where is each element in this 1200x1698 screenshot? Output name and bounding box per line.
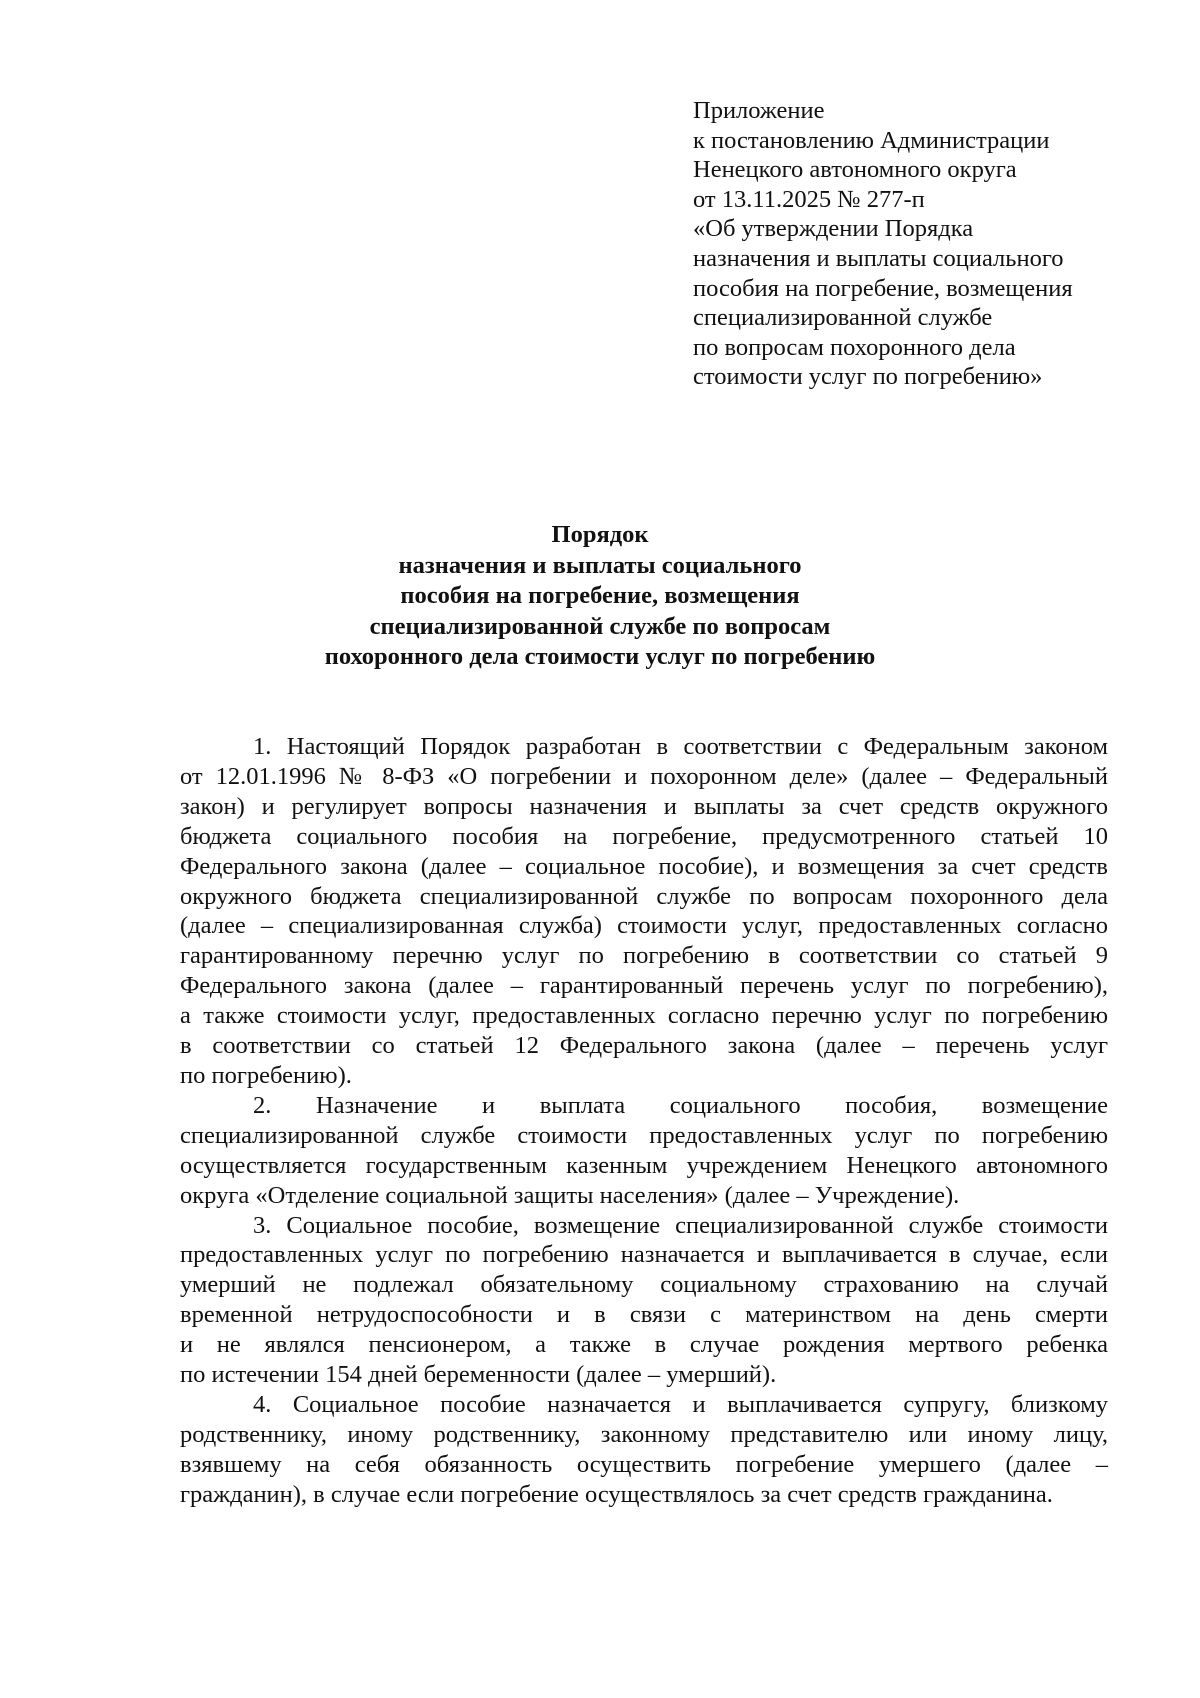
appendix-line: по вопросам похоронного дела	[693, 333, 1016, 361]
paragraph-line: от 12.01.1996 № 8-ФЗ «О погребении и похоронном деле» (далее – Федеральный	[180, 762, 1108, 790]
paragraph-line: осуществляется государственным казенным учреждением Ненецкого автономного	[180, 1151, 1108, 1179]
paragraph-line: родственнику, иному родственнику, законному представителю или иному лицу,	[180, 1420, 1108, 1448]
paragraph-line: а также стоимости услуг, предоставленных согласно перечню услуг по погребению	[180, 1002, 1108, 1030]
paragraph-line: 4. Социальное пособие назначается и выплачивается супругу, близкому	[253, 1390, 1108, 1418]
paragraph-line: по истечении 154 дней беременности (далее – умерший).	[180, 1361, 777, 1389]
paragraph-line: гражданин), в случае если погребение осуществлялось за счет средств гражданина.	[180, 1480, 1053, 1508]
paragraph-line: и не являлся пенсионером, а также в случае рождения мертвого ребенка	[180, 1331, 1108, 1359]
paragraph-1	[180, 732, 1108, 1091]
paragraph-line: специализированной службе стоимости предоставленных услуг по погребению	[180, 1121, 1108, 1149]
paragraph-line: умерший не подлежал обязательному социальному страхованию на случай	[180, 1271, 1108, 1299]
appendix-line: «Об утверждении Порядка	[693, 215, 974, 243]
appendix-line: к постановлению Администрации	[693, 126, 1050, 154]
paragraph-line: 2. Назначение и выплата социального пособия, возмещение	[253, 1091, 1108, 1119]
paragraph-3	[180, 1211, 1108, 1390]
document-title	[180, 520, 1020, 673]
appendix-line: от 13.11.2025 № 277-п	[693, 185, 925, 213]
appendix-line: Приложение	[693, 97, 825, 124]
paragraph-line: гарантированному перечню услуг по погребению в соответствии со статьей 9	[180, 942, 1108, 970]
paragraph-line: 3. Социальное пособие, возмещение специализированной службе стоимости	[253, 1211, 1108, 1239]
paragraph-4	[180, 1390, 1108, 1510]
paragraph-line: окружного бюджета специализированной службе по вопросам похоронного дела	[180, 882, 1108, 910]
paragraph-line: взявшему на себя обязанность осуществить погребение умершего (далее –	[180, 1450, 1108, 1478]
paragraph-line: округа «Отделение социальной защиты населения» (далее – Учреждение).	[180, 1181, 960, 1209]
paragraph-line: Федерального закона (далее – гарантированный перечень услуг по погребению),	[180, 972, 1108, 1000]
paragraph-line: 1. Настоящий Порядок разработан в соответствии с Федеральным законом	[253, 733, 1108, 760]
paragraph-line: предоставленных услуг по погребению назначается и выплачивается в случае, если	[180, 1241, 1108, 1269]
paragraph-line: закон) и регулирует вопросы назначения и выплаты за счет средств окружного	[180, 792, 1108, 820]
appendix-block	[693, 96, 1153, 392]
paragraph-line: Федерального закона (далее – социальное пособие), и возмещения за счет средств	[180, 852, 1108, 880]
title-line: назначения и выплаты социального	[398, 551, 802, 579]
paragraph-line: по погребению).	[180, 1061, 352, 1089]
paragraph-line: в соответствии со статьей 12 Федерального закона (далее – перечень услуг	[180, 1032, 1108, 1060]
title-line: Порядок	[551, 521, 649, 548]
paragraph-line: бюджета социального пособия на погребение, предусмотренного статьей 10	[180, 822, 1108, 850]
paragraph-line: временной нетрудоспособности и в связи с материнством на день смерти	[180, 1301, 1108, 1329]
title-line: пособия на погребение, возмещения	[400, 582, 800, 609]
document-body	[180, 732, 1108, 1510]
appendix-line: специализированной службе	[693, 304, 993, 332]
title-line: специализированной службе по вопросам	[369, 612, 831, 640]
paragraph-line: (далее – специализированная служба) стоимости услуг, предоставленных согласно	[180, 912, 1108, 940]
appendix-line: стоимости услуг по погребению»	[693, 363, 1043, 391]
paragraph-2	[180, 1091, 1108, 1211]
appendix-line: назначения и выплаты социального	[693, 244, 1064, 272]
appendix-line: пособия на погребение, возмещения	[693, 274, 1073, 302]
title-line: похоронного дела стоимости услуг по погребению	[324, 643, 876, 670]
appendix-line: Ненецкого автономного округа	[693, 156, 1017, 184]
